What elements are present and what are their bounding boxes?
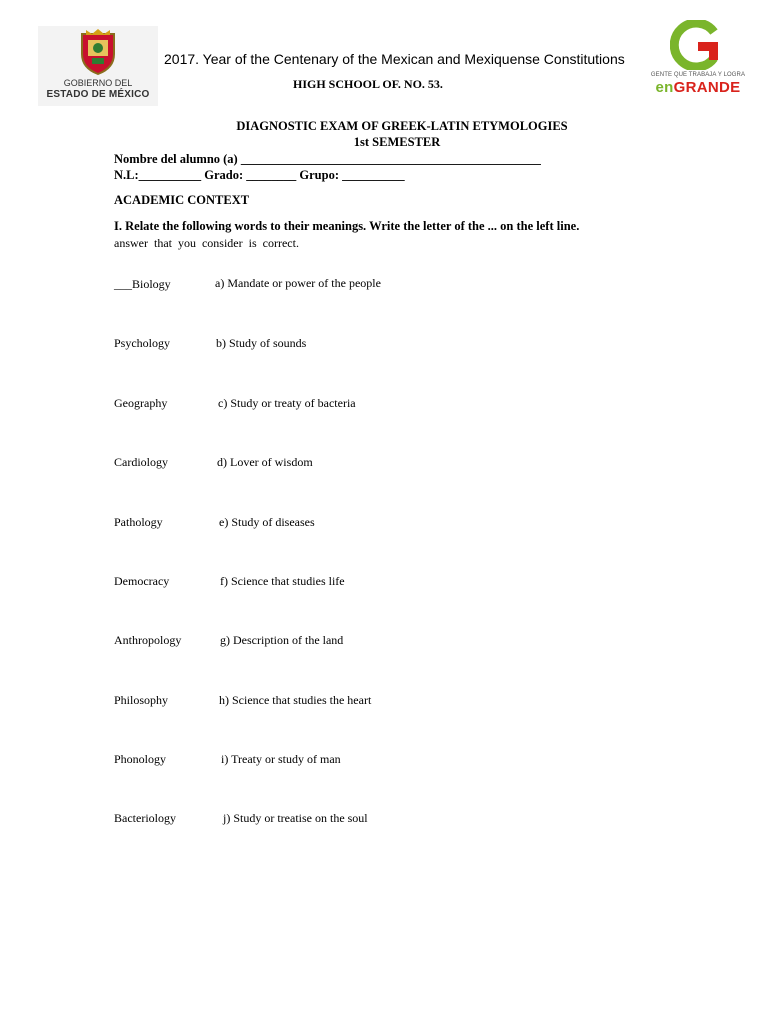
match-meaning: i) Treaty or study of man <box>221 752 341 766</box>
instruction-text: I. Relate the following words to their meanings. Write the letter of the ... on the left line. <box>114 219 580 233</box>
estado-de-mexico-logo <box>38 26 158 106</box>
coat-of-arms-icon <box>76 28 120 76</box>
match-meaning: c) Study or treaty of bacteria <box>218 396 356 410</box>
student-name-field[interactable]: Nombre del alumno (a) ________________________________________________ <box>114 152 541 166</box>
match-meaning: d) Lover of wisdom <box>217 455 313 469</box>
match-word: Bacteriology <box>114 811 176 825</box>
exam-title: DIAGNOSTIC EXAM OF GREEK-LATIN ETYMOLOGIES <box>236 119 568 133</box>
engrande-logo <box>646 20 750 100</box>
match-word: Phonology <box>114 752 167 766</box>
match-word: Democracy <box>114 574 170 588</box>
section-title: ACADEMIC CONTEXT <box>114 193 250 207</box>
match-word: Cardiology <box>114 455 168 469</box>
match-meaning: g) Description of the land <box>220 633 344 647</box>
match-word: Geography <box>114 396 168 410</box>
logo-right-tagline: GENTE QUE TRABAJA Y LOGRA <box>650 72 746 78</box>
logo-left-line1: GOBIERNO DEL <box>63 78 133 88</box>
nl-grado-grupo-field[interactable]: N.L:__________ Grado: ________ Grupo: __________ <box>114 168 405 182</box>
instruction-continuation: answer that you consider is correct. <box>114 236 299 250</box>
match-meaning: h) Science that studies the heart <box>219 693 372 707</box>
logo-word-grande: GRANDE <box>673 79 741 96</box>
match-word: Anthropology <box>114 633 182 647</box>
match-word: ___Biology <box>114 277 171 291</box>
logo-left-line2: ESTADO DE MÉXICO <box>46 89 150 100</box>
logo-word-en: en <box>655 79 674 96</box>
match-word: Psychology <box>114 336 171 350</box>
centenary-heading: 2017. Year of the Centenary of the Mexican and Mexiquense Constitutions <box>164 51 625 67</box>
school-name: HIGH SCHOOL OF. NO. 53. <box>293 77 443 91</box>
match-meaning: f) Science that studies life <box>220 574 345 588</box>
match-meaning: a) Mandate or power of the people <box>215 276 381 290</box>
match-word: Pathology <box>114 515 163 529</box>
semester-label: 1st SEMESTER <box>353 135 441 149</box>
match-meaning: e) Study of diseases <box>219 515 315 529</box>
match-word: Philosophy <box>114 693 169 707</box>
logo-right-wordmark <box>646 79 750 96</box>
engrande-g-icon <box>670 20 726 70</box>
match-meaning: b) Study of sounds <box>216 336 307 350</box>
match-meaning: j) Study or treatise on the soul <box>223 811 368 825</box>
